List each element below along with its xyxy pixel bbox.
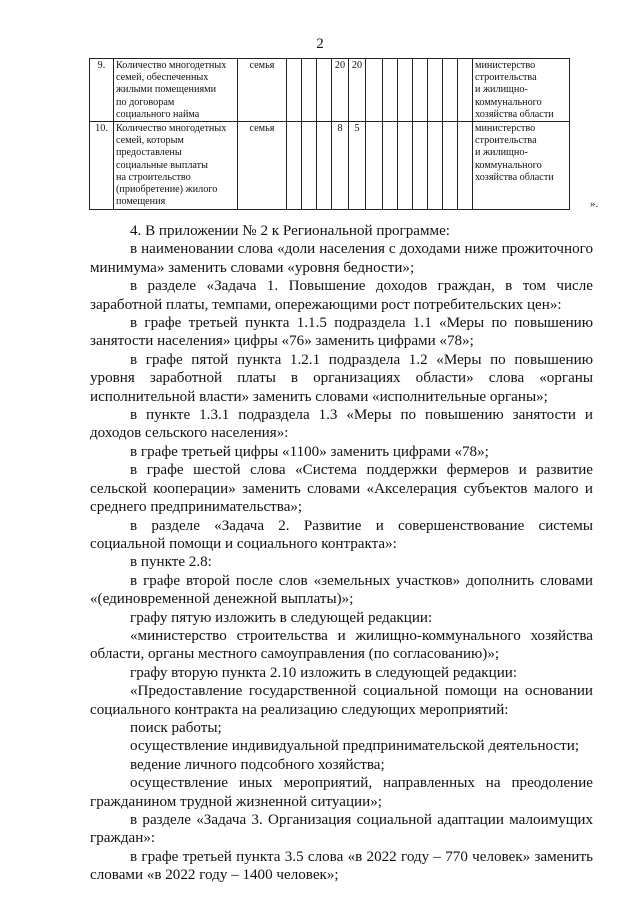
- empty-cell: [458, 122, 473, 210]
- responsible-line: хозяйства области: [475, 171, 554, 183]
- indicator-line: семей, которым: [116, 135, 184, 147]
- indicator-line: семей, обеспеченных: [116, 72, 209, 84]
- document-body: [90, 222, 593, 885]
- unit-cell: семья: [238, 59, 287, 122]
- table-row: [90, 122, 570, 210]
- indicator-name: [114, 59, 238, 122]
- responsible-cell: [473, 122, 570, 210]
- empty-cell: [443, 59, 458, 122]
- empty-cell: [428, 59, 443, 122]
- paragraph: в разделе «Задача 1. Повышение доходов граждан, в том числе заработной платы, темпами, опережающими рост потребительских цен»:: [90, 278, 593, 313]
- indicator-line: предоставлены: [116, 147, 182, 159]
- paragraph: в разделе «Задача 2. Развитие и совершенствование системы социальной помощи и социального контракта»:: [90, 517, 593, 552]
- closing-quote-mark: ».: [590, 198, 599, 210]
- empty-cell: [317, 59, 332, 122]
- paragraph: в пункте 2.8:: [130, 554, 212, 571]
- indicator-line: социального найма: [116, 108, 200, 120]
- paragraph: 4. В приложении № 2 к Региональной программе:: [130, 223, 450, 239]
- indicator-name: [114, 122, 238, 210]
- value-cell: 5: [349, 122, 366, 210]
- empty-cell: [383, 122, 398, 210]
- paragraph: осуществление индивидуальной предпринимательской деятельности;: [130, 738, 580, 755]
- responsible-line: коммунального: [475, 96, 542, 108]
- paragraph: в разделе «Задача 3. Организация социальной адаптации малоимущих граждан»:: [90, 812, 593, 847]
- paragraph: в наименовании слова «доли населения с доходами ниже прожиточного минимума» заменить словами «уровня бедности»;: [90, 241, 593, 276]
- empty-cell: [428, 122, 443, 210]
- empty-cell: [366, 59, 383, 122]
- row-number: 9.: [90, 59, 114, 122]
- empty-cell: [287, 122, 302, 210]
- paragraph: в графе шестой слова «Система поддержки фермеров и развитие сельской кооперации» заменить словами «Акселерация субъектов малого и среднего предпринимательства»;: [90, 462, 593, 516]
- empty-cell: [413, 59, 428, 122]
- responsible-line: и жилищно-: [475, 84, 528, 96]
- responsible-cell: [473, 59, 570, 122]
- responsible-line: хозяйства области: [475, 108, 554, 120]
- paragraph: в пункте 1.3.1 подраздела 1.3 «Меры по повышению занятости и доходов сельского населения»:: [90, 407, 593, 442]
- indicator-line: социальные выплаты: [116, 159, 208, 171]
- empty-cell: [413, 122, 428, 210]
- empty-cell: [366, 122, 383, 210]
- indicator-line: Количество многодетных: [116, 123, 227, 135]
- responsible-line: строительства: [475, 72, 537, 84]
- empty-cell: [443, 122, 458, 210]
- paragraph: в графе третьей цифры «1100» заменить цифрами «78»;: [130, 443, 489, 460]
- paragraph: в графе третьей пункта 3.5 слова «в 2022 году – 770 человек» заменить словами «в 2022 году – 1400 человек»;: [90, 848, 593, 884]
- paragraph: поиск работы;: [130, 719, 222, 736]
- paragraph: «министерство строительства и жилищно-коммунального хозяйства области, органы местного самоуправления (по согласованию)»;: [90, 627, 593, 663]
- value-cell: 8: [332, 122, 349, 210]
- empty-cell: [398, 122, 413, 210]
- empty-cell: [398, 59, 413, 122]
- responsible-line: министерство: [475, 123, 536, 135]
- indicator-line: Количество многодетных: [116, 60, 227, 71]
- indicator-table: [89, 58, 570, 210]
- page-number: 2: [316, 36, 324, 52]
- empty-cell: [317, 122, 332, 210]
- unit-cell: семья: [238, 122, 287, 210]
- responsible-line: коммунального: [475, 159, 542, 171]
- empty-cell: [302, 59, 317, 122]
- paragraph: в графе пятой пункта 1.2.1 подраздела 1.2 «Меры по повышению уровня заработной платы в организациях области» слова «органы исполнительной власти» заменить словами «исполнительные органы»;: [90, 351, 593, 405]
- empty-cell: [383, 59, 398, 122]
- paragraph: «Предоставление государственной социальной помощи на основании социального контракта на реализацию следующих мероприятий:: [90, 683, 593, 718]
- indicator-line: жилыми помещениями: [116, 84, 217, 96]
- indicator-line: на строительство: [116, 171, 191, 183]
- indicator-line: помещения: [116, 196, 166, 208]
- paragraph: ведение личного подсобного хозяйства;: [130, 756, 385, 773]
- responsible-line: и жилищно-: [475, 147, 528, 159]
- indicator-line: по договорам: [116, 96, 175, 108]
- value-cell: 20: [349, 59, 366, 122]
- responsible-line: строительства: [475, 135, 537, 147]
- indicator-line: (приобретение) жилого: [116, 184, 218, 196]
- empty-cell: [287, 59, 302, 122]
- value-cell: 20: [332, 59, 349, 122]
- table-row: [90, 59, 570, 122]
- empty-cell: [458, 59, 473, 122]
- row-number: 10.: [90, 122, 114, 210]
- empty-cell: [302, 122, 317, 210]
- paragraph: в графе третьей пункта 1.1.5 подраздела 1.1 «Меры по повышению занятости населения» цифры «76» заменить цифрами «78»;: [90, 315, 593, 350]
- paragraph: в графе второй после слов «земельных участков» дополнить словами «(единовременной денежной выплаты)»;: [90, 572, 593, 608]
- paragraph: осуществление иных мероприятий, направленных на преодоление гражданином трудной жизненной ситуации»;: [90, 775, 593, 810]
- paragraph: графу пятую изложить в следующей редакции:: [130, 609, 433, 626]
- paragraph: графу вторую пункта 2.10 изложить в следующей редакции:: [130, 664, 518, 681]
- responsible-line: министерство: [475, 60, 536, 71]
